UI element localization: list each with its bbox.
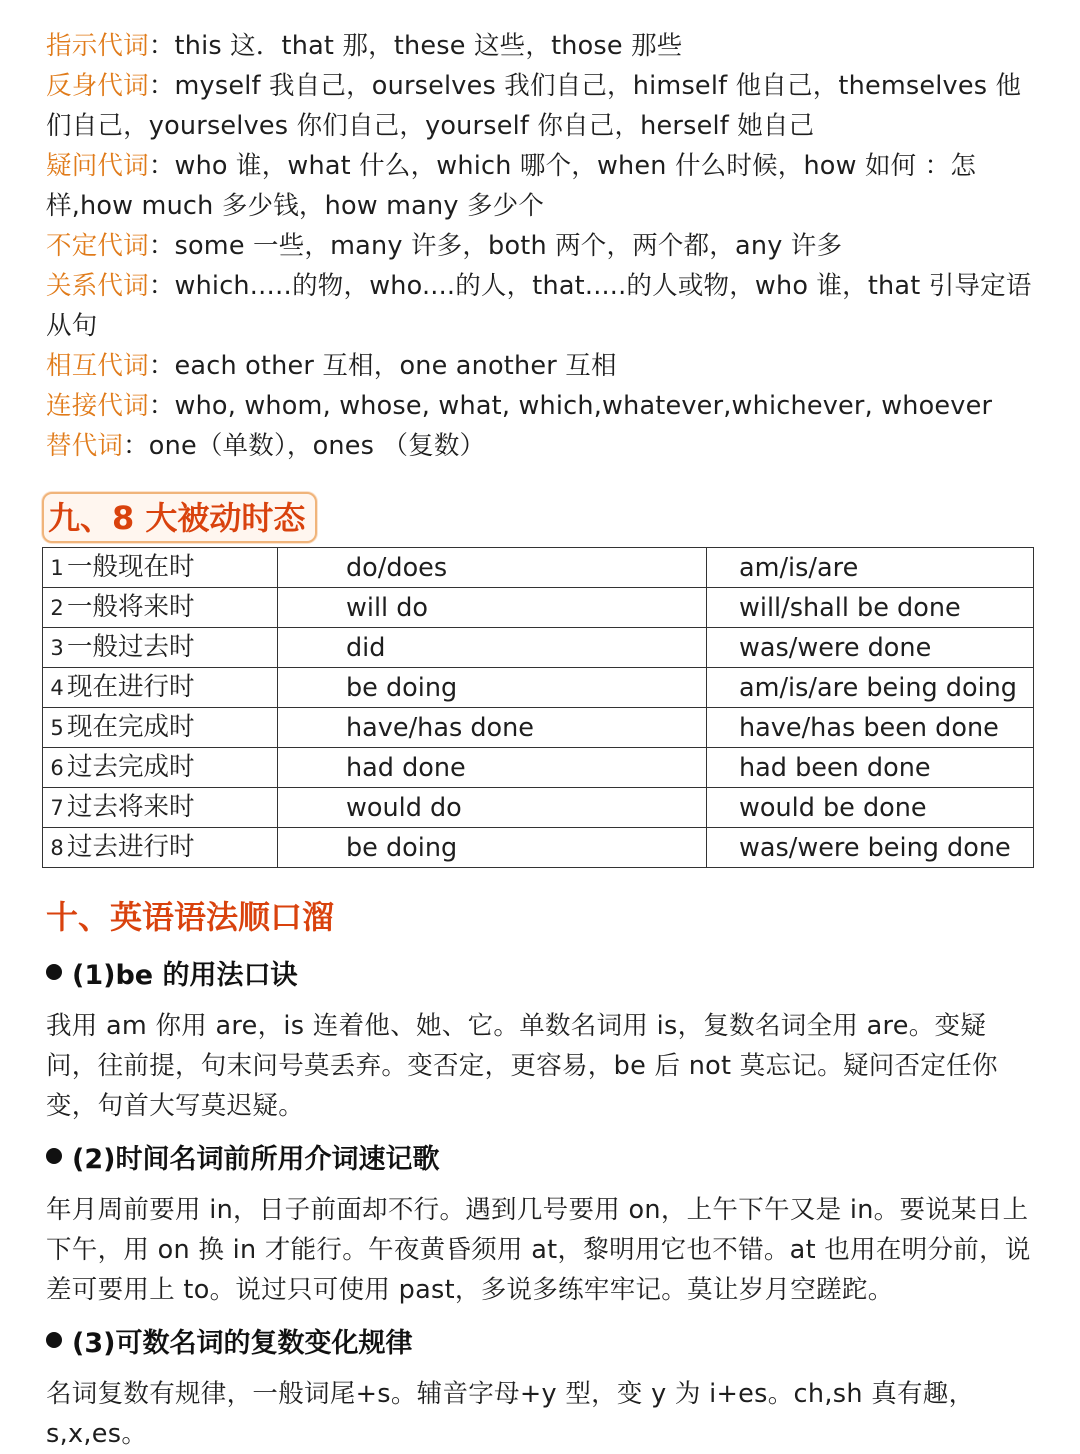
document-page	[46, 26, 1036, 1454]
pronoun-text: ：this 这．that 那，these 这些，those 那些	[148, 31, 683, 61]
rhyme-body: 我用 am 你用 are，is 连着他、她、它。单数名词用 is，复数名词全用 are。变疑问，往前提，句末问号莫丢弃。变否定，更容易，be 后 not 莫忘记。疑问否定任你变，句首大写莫迟疑。	[46, 1011, 998, 1121]
passive-form-cell: am/is/are	[707, 548, 1034, 588]
rhyme-body: 名词复数有规律，一般词尾+s。辅音字母+y 型，变 y 为 i+es。ch,sh 真有趣，s,x,es。	[46, 1379, 975, 1449]
table-row	[43, 828, 1034, 868]
tense-name: 现在完成时	[67, 712, 195, 742]
table-row	[43, 708, 1034, 748]
tense-name: 过去进行时	[67, 832, 195, 862]
rhyme-heading-text: (2)时间名词前所用介词速记歌	[72, 1144, 440, 1175]
pronoun-line	[46, 346, 1036, 386]
passive-form-cell: had been done	[707, 748, 1034, 788]
rhyme-heading-text: (3)可数名词的复数变化规律	[72, 1328, 413, 1359]
pronoun-line	[46, 266, 1036, 346]
passive-form-cell: would be done	[707, 788, 1034, 828]
pronoun-term: 疑问代词	[46, 151, 149, 181]
pronoun-term: 不定代词	[46, 231, 149, 261]
row-number: 2	[50, 596, 64, 620]
pronoun-term: 关系代词	[46, 271, 149, 301]
pronoun-text: ：myself 我自己，ourselves 我们自己，himself 他自己，themselves 他们自己，yourselves 你们自己，yourself 你自己，herself 她自己	[46, 71, 1022, 141]
tense-name: 一般过去时	[67, 632, 195, 662]
row-number: 7	[50, 796, 64, 820]
pronoun-line	[46, 386, 1036, 426]
tense-name: 过去将来时	[67, 792, 195, 822]
tense-name: 现在进行时	[67, 672, 195, 702]
active-form-cell: would do	[278, 788, 707, 828]
row-number: 8	[50, 836, 64, 860]
row-number: 4	[50, 676, 64, 700]
pronoun-text: ：some 一些，many 许多，both 两个，两个都，any 许多	[148, 231, 843, 261]
active-form-cell: did	[278, 628, 707, 668]
active-form-cell: be doing	[278, 828, 707, 868]
pronoun-line	[46, 26, 1036, 66]
pronoun-text: ：who, whom, whose, what, which,whatever,whichever, whoever	[148, 391, 993, 421]
bullet-icon	[46, 1148, 62, 1164]
tense-name-cell	[43, 588, 278, 628]
section-9-title: 九、8 大被动时态	[42, 492, 317, 543]
rhyme-heading	[46, 956, 1036, 996]
passive-form-cell: am/is/are being doing	[707, 668, 1034, 708]
pronoun-term: 替代词	[46, 431, 124, 461]
row-number: 6	[50, 756, 64, 780]
tense-name-cell	[43, 788, 278, 828]
pronoun-term: 指示代词	[46, 31, 149, 61]
tense-name: 一般现在时	[67, 552, 195, 582]
passive-form-cell: was/were being done	[707, 828, 1034, 868]
passive-form-cell: was/were done	[707, 628, 1034, 668]
row-number: 3	[50, 636, 64, 660]
pronoun-text: ：each other 互相，one another 互相	[148, 351, 617, 381]
pronoun-text: ：one（单数），ones （复数）	[123, 431, 486, 461]
table-row	[43, 588, 1034, 628]
pronoun-line	[46, 426, 1036, 466]
passive-form-cell: will/shall be done	[707, 588, 1034, 628]
rhyme-heading-text: (1)be 的用法口诀	[72, 960, 298, 991]
passive-tense-table	[42, 547, 1034, 868]
pronoun-line	[46, 146, 1036, 226]
pronoun-text: ：who 谁，what 什么，which 哪个，when 什么时候，how 如何 ：怎样,how much 多少钱，how many 多少个	[46, 151, 977, 221]
pronoun-term: 连接代词	[46, 391, 149, 421]
tense-name-cell	[43, 708, 278, 748]
tense-name-cell	[43, 668, 278, 708]
rhyme-item	[46, 956, 1036, 1126]
table-row	[43, 628, 1034, 668]
active-form-cell: have/has done	[278, 708, 707, 748]
rhyme-heading	[46, 1140, 1036, 1180]
pronoun-term: 反身代词	[46, 71, 149, 101]
section-10-title: 十、英语语法顺口溜	[46, 898, 335, 936]
table-row	[43, 788, 1034, 828]
rhyme-body: 年月周前要用 in，日子前面却不行。遇到几号要用 on，上午下午又是 in。要说某日上下午，用 on 换 in 才能行。午夜黄昏须用 at，黎明用它也不错。at 也用在明分前，说差可要用上 to。说过只可使用 past，多说多练牢牢记。莫让岁月空蹉跎。	[46, 1195, 1031, 1305]
pronoun-text: ：which..…的物，who....的人，that.....的人或物，who 谁，that 引导定语从句	[46, 271, 1032, 341]
table-row	[43, 548, 1034, 588]
bullet-icon	[46, 1332, 62, 1348]
active-form-cell: be doing	[278, 668, 707, 708]
pronoun-line	[46, 66, 1036, 146]
tense-name-cell	[43, 548, 278, 588]
tense-name: 过去完成时	[67, 752, 195, 782]
table-row	[43, 748, 1034, 788]
bullet-icon	[46, 964, 62, 980]
row-number: 5	[50, 716, 64, 740]
pronoun-term: 相互代词	[46, 351, 149, 381]
row-number: 1	[50, 556, 64, 580]
tense-name-cell	[43, 828, 278, 868]
active-form-cell: had done	[278, 748, 707, 788]
tense-name-cell	[43, 628, 278, 668]
pronoun-list	[46, 26, 1036, 466]
pronoun-line	[46, 226, 1036, 266]
rhyme-heading	[46, 1324, 1036, 1364]
tense-name-cell	[43, 748, 278, 788]
table-row	[43, 668, 1034, 708]
active-form-cell: will do	[278, 588, 707, 628]
rhyme-item	[46, 1140, 1036, 1310]
tense-name: 一般将来时	[67, 592, 195, 622]
active-form-cell: do/does	[278, 548, 707, 588]
passive-form-cell: have/has been done	[707, 708, 1034, 748]
rhyme-item	[46, 1324, 1036, 1454]
